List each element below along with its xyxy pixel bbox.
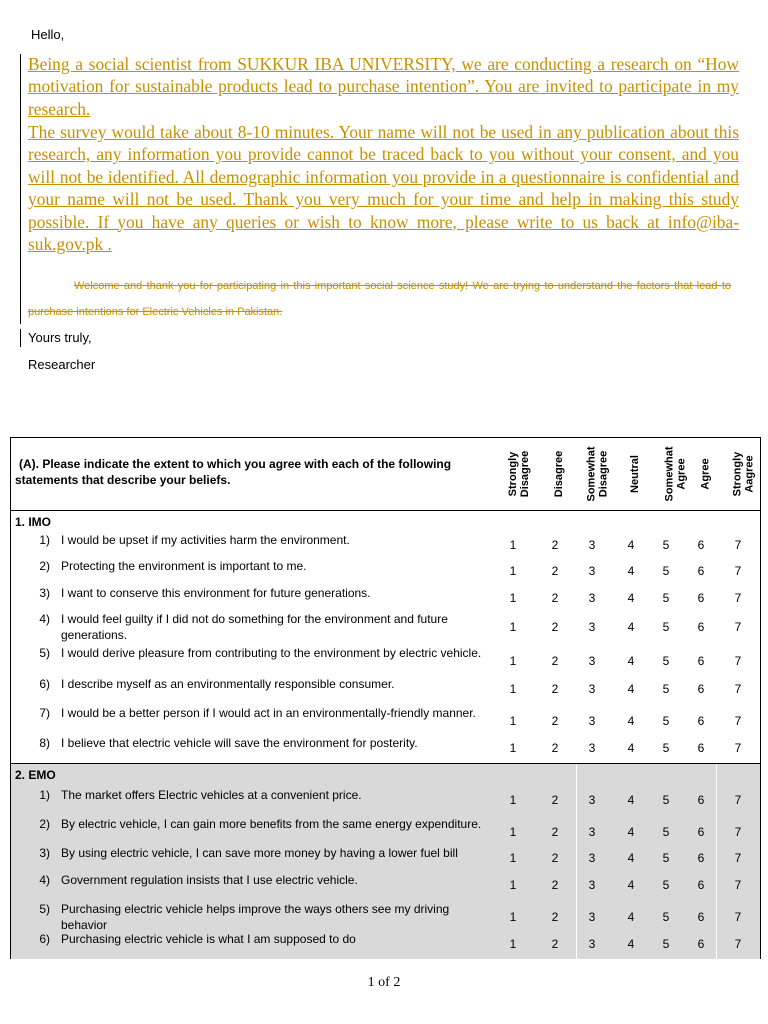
scale-header-agree: Agree (700, 458, 712, 490)
rating-option-5[interactable]: 5 (662, 620, 670, 634)
survey-item (11, 559, 761, 577)
rating-option-1[interactable]: 1 (509, 620, 517, 634)
rating-option-4[interactable]: 4 (627, 538, 635, 552)
scale-header-somewhat-agree: Somewhat Agree (663, 446, 688, 502)
rating-option-3[interactable]: 3 (588, 682, 596, 696)
section-title: 2. EMO (15, 768, 56, 782)
rating-option-1[interactable]: 1 (509, 825, 517, 839)
rating-option-1[interactable]: 1 (509, 714, 517, 728)
change-bar (20, 54, 21, 324)
rating-option-7[interactable]: 7 (734, 741, 742, 755)
rating-option-1[interactable]: 1 (509, 682, 517, 696)
change-bar (20, 329, 21, 347)
rating-option-4[interactable]: 4 (627, 591, 635, 605)
rating-option-7[interactable]: 7 (734, 937, 742, 951)
rating-option-2[interactable]: 2 (551, 620, 559, 634)
rating-option-5[interactable]: 5 (662, 741, 670, 755)
rating-option-6[interactable]: 6 (697, 851, 705, 865)
rating-option-3[interactable]: 3 (588, 937, 596, 951)
rating-option-5[interactable]: 5 (662, 793, 670, 807)
rating-option-2[interactable]: 2 (551, 851, 559, 865)
rating-option-3[interactable]: 3 (588, 654, 596, 668)
section-emo (11, 763, 761, 959)
rating-option-3[interactable]: 3 (588, 878, 596, 892)
rating-option-2[interactable]: 2 (551, 741, 559, 755)
rating-option-5[interactable]: 5 (662, 851, 670, 865)
rating-option-4[interactable]: 4 (627, 620, 635, 634)
rating-option-6[interactable]: 6 (697, 741, 705, 755)
rating-option-1[interactable]: 1 (509, 910, 517, 924)
rating-option-3[interactable]: 3 (588, 851, 596, 865)
survey-item (11, 846, 761, 864)
rating-option-6[interactable]: 6 (697, 714, 705, 728)
rating-option-5[interactable]: 5 (662, 910, 670, 924)
rating-option-4[interactable]: 4 (627, 682, 635, 696)
rating-option-2[interactable]: 2 (551, 591, 559, 605)
rating-option-6[interactable]: 6 (697, 620, 705, 634)
rating-option-3[interactable]: 3 (588, 714, 596, 728)
rating-option-5[interactable]: 5 (662, 682, 670, 696)
rating-option-2[interactable]: 2 (551, 682, 559, 696)
rating-option-2[interactable]: 2 (551, 825, 559, 839)
rating-option-7[interactable]: 7 (734, 825, 742, 839)
rating-option-3[interactable]: 3 (588, 591, 596, 605)
rating-option-4[interactable]: 4 (627, 878, 635, 892)
survey-item (11, 788, 761, 806)
survey-info-paragraph: The survey would take about 8-10 minutes. Your name will not be used in any publication about this research, any information you provide cannot be traced back to you without your consent, and you will not be identified. All demographic information you provide in a questionnaire is confidential and your name will not be used. Thank you very much for your time and help in making this study possible. If you have any queries or wish to know more, please write to us back at info@iba-suk.gov.pk . (28, 122, 739, 255)
scale-header-strongly-disagree: Strongly Disagree (507, 450, 531, 498)
item-number: 1) (39, 788, 50, 802)
rating-option-2[interactable]: 2 (551, 714, 559, 728)
survey-item (11, 902, 761, 935)
item-statement: Purchasing electric vehicle is what I am supposed to do (61, 932, 356, 946)
item-number: 4) (39, 612, 50, 626)
rating-option-7[interactable]: 7 (734, 620, 742, 634)
item-statement: I describe myself as an environmentally responsible consumer. (61, 677, 395, 691)
rating-option-6[interactable]: 6 (697, 937, 705, 951)
item-number: 4) (39, 873, 50, 887)
item-number: 5) (39, 646, 50, 660)
item-statement: I would be upset if my activities harm the environment. (61, 533, 350, 547)
rating-option-4[interactable]: 4 (627, 910, 635, 924)
rating-option-3[interactable]: 3 (588, 538, 596, 552)
rating-option-5[interactable]: 5 (662, 825, 670, 839)
scale-header-disagree: Disagree (553, 450, 566, 498)
rating-option-1[interactable]: 1 (509, 538, 517, 552)
rating-option-2[interactable]: 2 (551, 910, 559, 924)
section-title: 1. IMO (15, 515, 52, 529)
survey-item (11, 706, 761, 739)
rating-option-7[interactable]: 7 (734, 878, 742, 892)
rating-option-5[interactable]: 5 (662, 591, 670, 605)
page-number: 1 of 2 (367, 975, 401, 990)
rating-option-3[interactable]: 3 (588, 741, 596, 755)
rating-option-2[interactable]: 2 (551, 538, 559, 552)
rating-option-7[interactable]: 7 (734, 682, 742, 696)
rating-option-3[interactable]: 3 (588, 910, 596, 924)
item-statement: Government regulation insists that I use electric vehicle. (61, 873, 358, 887)
rating-option-3[interactable]: 3 (588, 564, 596, 578)
rating-option-5[interactable]: 5 (662, 538, 670, 552)
rating-option-6[interactable]: 6 (697, 591, 705, 605)
rating-option-1[interactable]: 1 (509, 741, 517, 755)
rating-option-1[interactable]: 1 (509, 851, 517, 865)
item-statement: I believe that electric vehicle will save the environment for posterity. (61, 736, 418, 750)
survey-item (11, 736, 761, 754)
rating-option-6[interactable]: 6 (697, 878, 705, 892)
deleted-text: Welcome and thank you for participating in this important social science study! We are trying to understand the factors that lead to purchase intentions for Electric Vehicles in Pakistan. (28, 280, 731, 318)
item-number: 6) (39, 932, 50, 946)
deleted-paragraph (28, 273, 731, 325)
rating-option-3[interactable]: 3 (588, 825, 596, 839)
rating-option-3[interactable]: 3 (588, 620, 596, 634)
item-number: 3) (39, 846, 50, 860)
item-statement: I would derive pleasure from contributing to the environment by electric vehicle. (61, 646, 482, 660)
rating-option-4[interactable]: 4 (627, 793, 635, 807)
intro-paragraph: Being a social scientist from SUKKUR IBA UNIVERSITY, we are conducting a research on “How motivation for sustainable products lead to purchase intention”. You are invited to participate in my research. (28, 54, 739, 119)
item-number: 2) (39, 817, 50, 831)
rating-option-1[interactable]: 1 (509, 591, 517, 605)
rating-option-7[interactable]: 7 (734, 910, 742, 924)
rating-option-4[interactable]: 4 (627, 851, 635, 865)
rating-option-6[interactable]: 6 (697, 910, 705, 924)
rating-option-1[interactable]: 1 (509, 878, 517, 892)
rating-option-3[interactable]: 3 (588, 793, 596, 807)
rating-option-7[interactable]: 7 (734, 851, 742, 865)
rating-option-6[interactable]: 6 (697, 825, 705, 839)
closing: Yours truly, (28, 330, 92, 345)
item-number: 5) (39, 902, 50, 916)
rating-option-5[interactable]: 5 (662, 714, 670, 728)
scale-header-somewhat-disagree: Somewhat Disagree (585, 446, 610, 502)
rating-option-7[interactable]: 7 (734, 564, 742, 578)
item-number: 2) (39, 559, 50, 573)
rating-option-4[interactable]: 4 (627, 741, 635, 755)
rating-option-4[interactable]: 4 (627, 825, 635, 839)
survey-item (11, 677, 761, 695)
rating-option-2[interactable]: 2 (551, 793, 559, 807)
rating-option-7[interactable]: 7 (734, 793, 742, 807)
rating-option-4[interactable]: 4 (627, 937, 635, 951)
scale-header-neutral: Neutral (629, 455, 641, 493)
rating-option-6[interactable]: 6 (697, 538, 705, 552)
survey-item (11, 612, 761, 645)
rating-option-4[interactable]: 4 (627, 564, 635, 578)
rating-option-6[interactable]: 6 (697, 564, 705, 578)
rating-option-4[interactable]: 4 (627, 714, 635, 728)
rating-option-7[interactable]: 7 (734, 591, 742, 605)
item-statement: By using electric vehicle, I can save more money by having a lower fuel bill (61, 846, 458, 860)
survey-item (11, 932, 761, 950)
survey-item (11, 646, 761, 679)
rating-option-2[interactable]: 2 (551, 654, 559, 668)
item-statement: Protecting the environment is important to me. (61, 559, 307, 573)
rating-option-7[interactable]: 7 (734, 538, 742, 552)
survey-item (11, 873, 761, 891)
rating-option-6[interactable]: 6 (697, 682, 705, 696)
item-number: 7) (39, 706, 50, 720)
rating-option-1[interactable]: 1 (509, 793, 517, 807)
greeting: Hello, (31, 27, 65, 42)
table-header (11, 438, 761, 511)
rating-option-1[interactable]: 1 (509, 564, 517, 578)
rating-option-5[interactable]: 5 (662, 654, 670, 668)
item-statement: I would be a better person if I would act in an environmentally-friendly manner. (61, 706, 476, 720)
item-statement: By electric vehicle, I can gain more benefits from the same energy expenditure. (61, 817, 482, 831)
item-statement: Purchasing electric vehicle helps improve the ways others see my driving behavior (61, 902, 450, 932)
rating-option-4[interactable]: 4 (627, 654, 635, 668)
item-number: 1) (39, 533, 50, 547)
signature: Researcher (28, 357, 96, 372)
instruction: (A). Please indicate the extent to which you agree with each of the following statements that describe your beliefs. (15, 457, 452, 487)
rating-option-2[interactable]: 2 (551, 878, 559, 892)
rating-option-1[interactable]: 1 (509, 937, 517, 951)
rating-option-7[interactable]: 7 (734, 654, 742, 668)
item-number: 8) (39, 736, 50, 750)
item-statement: I want to conserve this environment for future generations. (61, 586, 371, 600)
rating-option-5[interactable]: 5 (662, 937, 670, 951)
item-statement: The market offers Electric vehicles at a convenient price. (61, 788, 362, 802)
section-imo (11, 511, 761, 763)
rating-option-5[interactable]: 5 (662, 564, 670, 578)
item-number: 6) (39, 677, 50, 691)
survey-table (10, 437, 761, 959)
rating-option-5[interactable]: 5 (662, 878, 670, 892)
survey-item (11, 533, 761, 551)
rating-option-2[interactable]: 2 (551, 937, 559, 951)
item-number: 3) (39, 586, 50, 600)
rating-option-6[interactable]: 6 (697, 654, 705, 668)
rating-option-2[interactable]: 2 (551, 564, 559, 578)
item-statement: I would feel guilty if I did not do something for the environment and future generations. (61, 612, 448, 642)
rating-option-1[interactable]: 1 (509, 654, 517, 668)
scale-header-strongly-agree: Strongly Aagree (731, 451, 755, 497)
rating-option-7[interactable]: 7 (734, 714, 742, 728)
rating-option-6[interactable]: 6 (697, 793, 705, 807)
survey-item (11, 586, 761, 604)
